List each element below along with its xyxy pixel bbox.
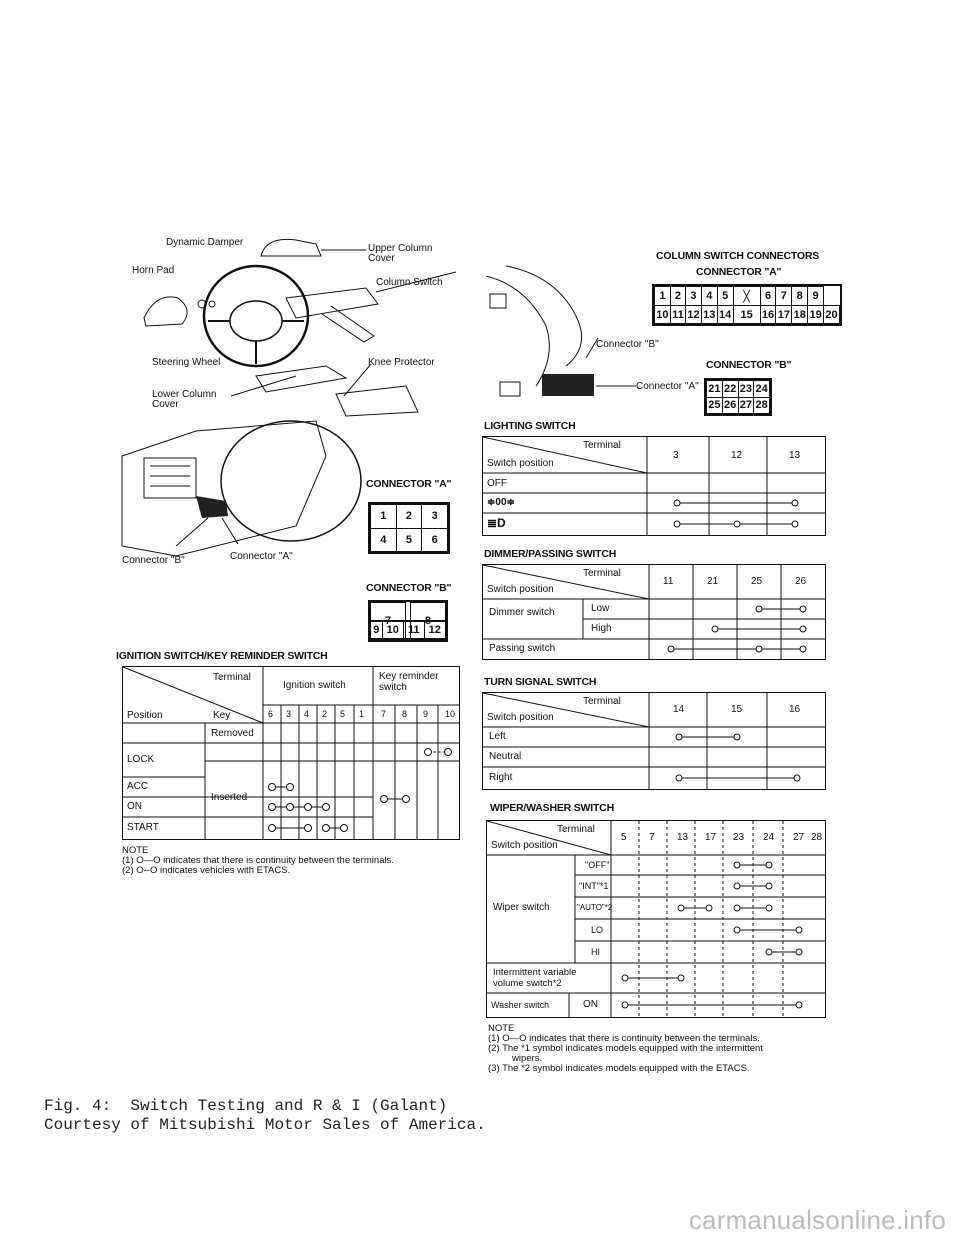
lighting-table — [482, 436, 826, 536]
figure — [116, 226, 846, 1086]
wiper-terminal-number: 17 — [705, 832, 717, 843]
ignition-note-2: (2) O--O indicates vehicles with ETACS. — [122, 865, 291, 876]
wiper-table-title: WIPER/WASHER SWITCH — [490, 802, 614, 814]
wiper-note-3: (3) The *2 symbol indicates models equipped with the ETACS. — [488, 1063, 750, 1074]
connector-pin: 5 — [717, 287, 733, 306]
dimmer-terminal-26: 26 — [795, 576, 807, 587]
connector-pin: 20 — [824, 306, 840, 324]
connector-b-pin: 8 — [410, 603, 445, 640]
wiper-note-2b: wipers. — [512, 1053, 543, 1064]
washer-on-label: ON — [583, 999, 598, 1010]
wiper-row-auto: "AUTO"*2 — [577, 903, 613, 912]
washer-switch-label: Washer switch — [491, 1000, 550, 1010]
dimmer-table — [482, 564, 826, 660]
intermittent-volume-label: Intermittent variable volume switch*2 — [493, 967, 577, 989]
connector-pin: 21 — [707, 381, 723, 398]
connector-pin: 6 — [760, 287, 776, 306]
column-switch-label: Column Switch — [376, 277, 443, 288]
horn-pad-label: Horn Pad — [132, 265, 175, 276]
wiper-row-lo: LO — [591, 925, 604, 935]
dimmer-terminal-21: 21 — [707, 576, 719, 587]
ignition-switch-header: Ignition switch — [283, 680, 346, 691]
connector-pin: 1 — [655, 287, 671, 306]
ignition-note-1: (1) O—O indicates that there is continuity between the terminals. — [122, 855, 394, 866]
turn-table — [482, 692, 826, 790]
connector-b-pin: 7 — [371, 603, 406, 640]
connector-pin: 23 — [738, 381, 754, 398]
wiper-terminal-number: 27 — [793, 832, 805, 843]
ign-terminal-number: 10 — [445, 709, 456, 719]
connector-pin: 10 — [655, 306, 671, 324]
turn-terminal-15: 15 — [731, 704, 743, 715]
ign-terminal-number: 9 — [423, 709, 429, 719]
connector-pin: 12 — [686, 306, 702, 324]
wiper-note-title: NOTE — [488, 1023, 515, 1034]
upper-column-cover-label: Upper Column Cover — [368, 243, 433, 264]
watermark: carmanualsonline.info — [688, 1205, 946, 1235]
connector-pin: 2 — [670, 287, 685, 306]
lower-column-cover-label: Lower Column Cover — [152, 389, 217, 410]
connector-pin: 24 — [754, 381, 770, 398]
lighting-row-parking: ≑00≑ — [487, 497, 515, 508]
lighting-terminal-12: 12 — [731, 450, 743, 461]
passing-switch-label: Passing switch — [489, 643, 556, 654]
wiper-terminal-number: 23 — [733, 832, 745, 843]
connector-pin: 27 — [738, 397, 754, 414]
row-lock: LOCK — [127, 754, 155, 765]
dimmer-low: Low — [591, 603, 610, 614]
turn-terminal-16: 16 — [789, 704, 801, 715]
dimmer-terminal-label: Terminal — [583, 568, 621, 579]
connector-b-label: Connector "B" — [122, 555, 185, 566]
lighting-table-title: LIGHTING SWITCH — [484, 420, 576, 432]
connector-pin: 4 — [701, 287, 717, 306]
connector-pin: 15 — [733, 306, 760, 324]
lighting-terminal-13: 13 — [789, 450, 801, 461]
connector-pin: 25 — [707, 397, 723, 414]
row-on: ON — [127, 801, 142, 812]
dimmer-switch-label: Dimmer switch — [489, 607, 555, 618]
ign-terminal-number: 5 — [340, 709, 346, 719]
column-connector-b-title: CONNECTOR "B" — [706, 359, 792, 371]
connector-pin: 12 — [424, 622, 446, 639]
column-connector-b — [704, 378, 772, 416]
ign-terminal-number: 1 — [359, 709, 365, 719]
wiper-terminal-number: 13 — [677, 832, 689, 843]
connector-a-label: Connector "A" — [230, 551, 293, 562]
caption-line-1: Fig. 4: Switch Testing and R & I (Galant) — [44, 1097, 448, 1115]
connector-pin: 5 — [396, 528, 422, 552]
lighting-switch-position-label: Switch position — [487, 458, 554, 469]
wiper-terminal-number: 28 — [811, 832, 823, 843]
wiper-table — [486, 820, 826, 1018]
connector-pin: 18 — [792, 306, 808, 324]
ignition-connector-a — [368, 502, 450, 554]
lighting-row-off: OFF — [487, 478, 507, 489]
lighting-row-headlamp: ≣D — [487, 516, 506, 530]
key-inserted: Inserted — [211, 792, 248, 803]
connector-pin: 22 — [722, 381, 738, 398]
column-connectors-title: COLUMN SWITCH CONNECTORS — [656, 250, 820, 262]
ignition-note-title: NOTE — [122, 845, 149, 856]
figure-caption — [44, 1097, 486, 1135]
ignition-connector-b-title: CONNECTOR "B" — [366, 582, 452, 594]
ign-terminal-numbers — [263, 707, 459, 721]
turn-row-neutral: Neutral — [489, 751, 522, 762]
connector-pin: 6 — [422, 528, 448, 552]
connector-pin: 28 — [754, 397, 770, 414]
row-start: START — [127, 822, 159, 833]
wiper-row-int: "INT"*1 — [579, 881, 609, 891]
key-reminder-header: Key reminder switch — [379, 671, 439, 693]
dynamic-damper-label: Dynamic Damper — [166, 237, 244, 248]
wiper-row-hi: HI — [591, 947, 600, 957]
connector-pin: 16 — [760, 306, 776, 324]
turn-terminal-label: Terminal — [583, 696, 621, 707]
wiper-note-1: (1) O—O indicates that there is continuity between the terminals. — [488, 1033, 760, 1044]
lighting-terminal-3: 3 — [673, 450, 679, 461]
connector-pin: 7 — [776, 287, 792, 306]
row-acc: ACC — [127, 781, 149, 792]
connector-pin: 3 — [422, 505, 448, 529]
connector-pin: 11 — [670, 306, 685, 324]
column-connector-a-title: CONNECTOR "A" — [696, 266, 782, 278]
turn-row-left: Left — [489, 731, 506, 742]
wiper-row-off: "OFF" — [585, 860, 610, 870]
wiper-terminal-number: 5 — [621, 832, 627, 843]
connector-pin: 11 — [404, 622, 424, 639]
dimmer-switch-position-label: Switch position — [487, 584, 554, 595]
connector-b-lower-label: Connector "B" — [596, 339, 659, 350]
ign-terminal-number: 4 — [304, 709, 310, 719]
dimmer-table-title: DIMMER/PASSING SWITCH — [484, 548, 617, 560]
connector-a-lower-label: Connector "A" — [636, 381, 699, 392]
harness-drawing — [486, 246, 646, 406]
connector-pin: 9 — [808, 287, 824, 306]
ignition-connector-b-row2 — [368, 620, 448, 641]
connector-pin: 17 — [776, 306, 792, 324]
wiper-terminal-number: 7 — [649, 832, 655, 843]
connector-pin: 19 — [808, 306, 824, 324]
column-connector-a — [652, 284, 842, 326]
turn-table-title: TURN SIGNAL SWITCH — [484, 676, 597, 688]
connector-pin: 26 — [722, 397, 738, 414]
ignition-table-title: IGNITION SWITCH/KEY REMINDER SWITCH — [116, 650, 328, 662]
ign-terminal-number: 6 — [268, 709, 274, 719]
dimmer-high: High — [591, 623, 612, 634]
ign-key-label: Key — [213, 710, 231, 721]
ign-terminal-number: 3 — [286, 709, 292, 719]
dimmer-terminal-11: 11 — [663, 576, 674, 587]
knee-protector-label: Knee Protector — [368, 357, 435, 368]
connector-pin: 2 — [396, 505, 422, 529]
wiper-switch-label: Wiper switch — [493, 902, 550, 913]
turn-row-right: Right — [489, 772, 513, 783]
ign-position-label: Position — [127, 710, 163, 721]
ignition-note — [122, 846, 394, 876]
turn-switch-position-label: Switch position — [487, 712, 554, 723]
connector-pin: 13 — [701, 306, 717, 324]
connector-blank-cell: ╳ — [733, 287, 760, 306]
wiper-note-2: (2) The *1 symbol indicates models equipped with the intermittent — [488, 1043, 763, 1054]
wiper-switch-position-label: Switch position — [491, 840, 558, 851]
wiper-terminal-number: 24 — [763, 832, 775, 843]
connector-pin: 1 — [371, 505, 397, 529]
ign-terminal-number: 2 — [322, 709, 328, 719]
dimmer-terminal-25: 25 — [751, 576, 763, 587]
ign-terminal-label: Terminal — [213, 672, 251, 683]
connector-pin: 3 — [686, 287, 702, 306]
wiper-note — [488, 1024, 763, 1074]
wiper-terminal-numbers — [611, 833, 825, 845]
steering-wheel-label: Steering Wheel — [152, 357, 221, 368]
turn-terminal-14: 14 — [673, 704, 685, 715]
ignition-connector-a-title: CONNECTOR "A" — [366, 478, 452, 490]
key-removed: Removed — [211, 728, 254, 739]
connector-pin: 14 — [717, 306, 733, 324]
connector-pin: 4 — [371, 528, 397, 552]
connector-pin: 9 — [371, 622, 383, 639]
caption-line-2: Courtesy of Mitsubishi Motor Sales of America. — [44, 1116, 486, 1134]
ign-terminal-number: 8 — [402, 709, 408, 719]
connector-pin: 8 — [792, 287, 808, 306]
ignition-table — [122, 666, 460, 840]
ign-terminal-number: 7 — [381, 709, 387, 719]
lighting-terminal-label: Terminal — [583, 440, 621, 451]
connector-pin: 10 — [382, 622, 403, 639]
wiper-terminal-label: Terminal — [557, 824, 595, 835]
